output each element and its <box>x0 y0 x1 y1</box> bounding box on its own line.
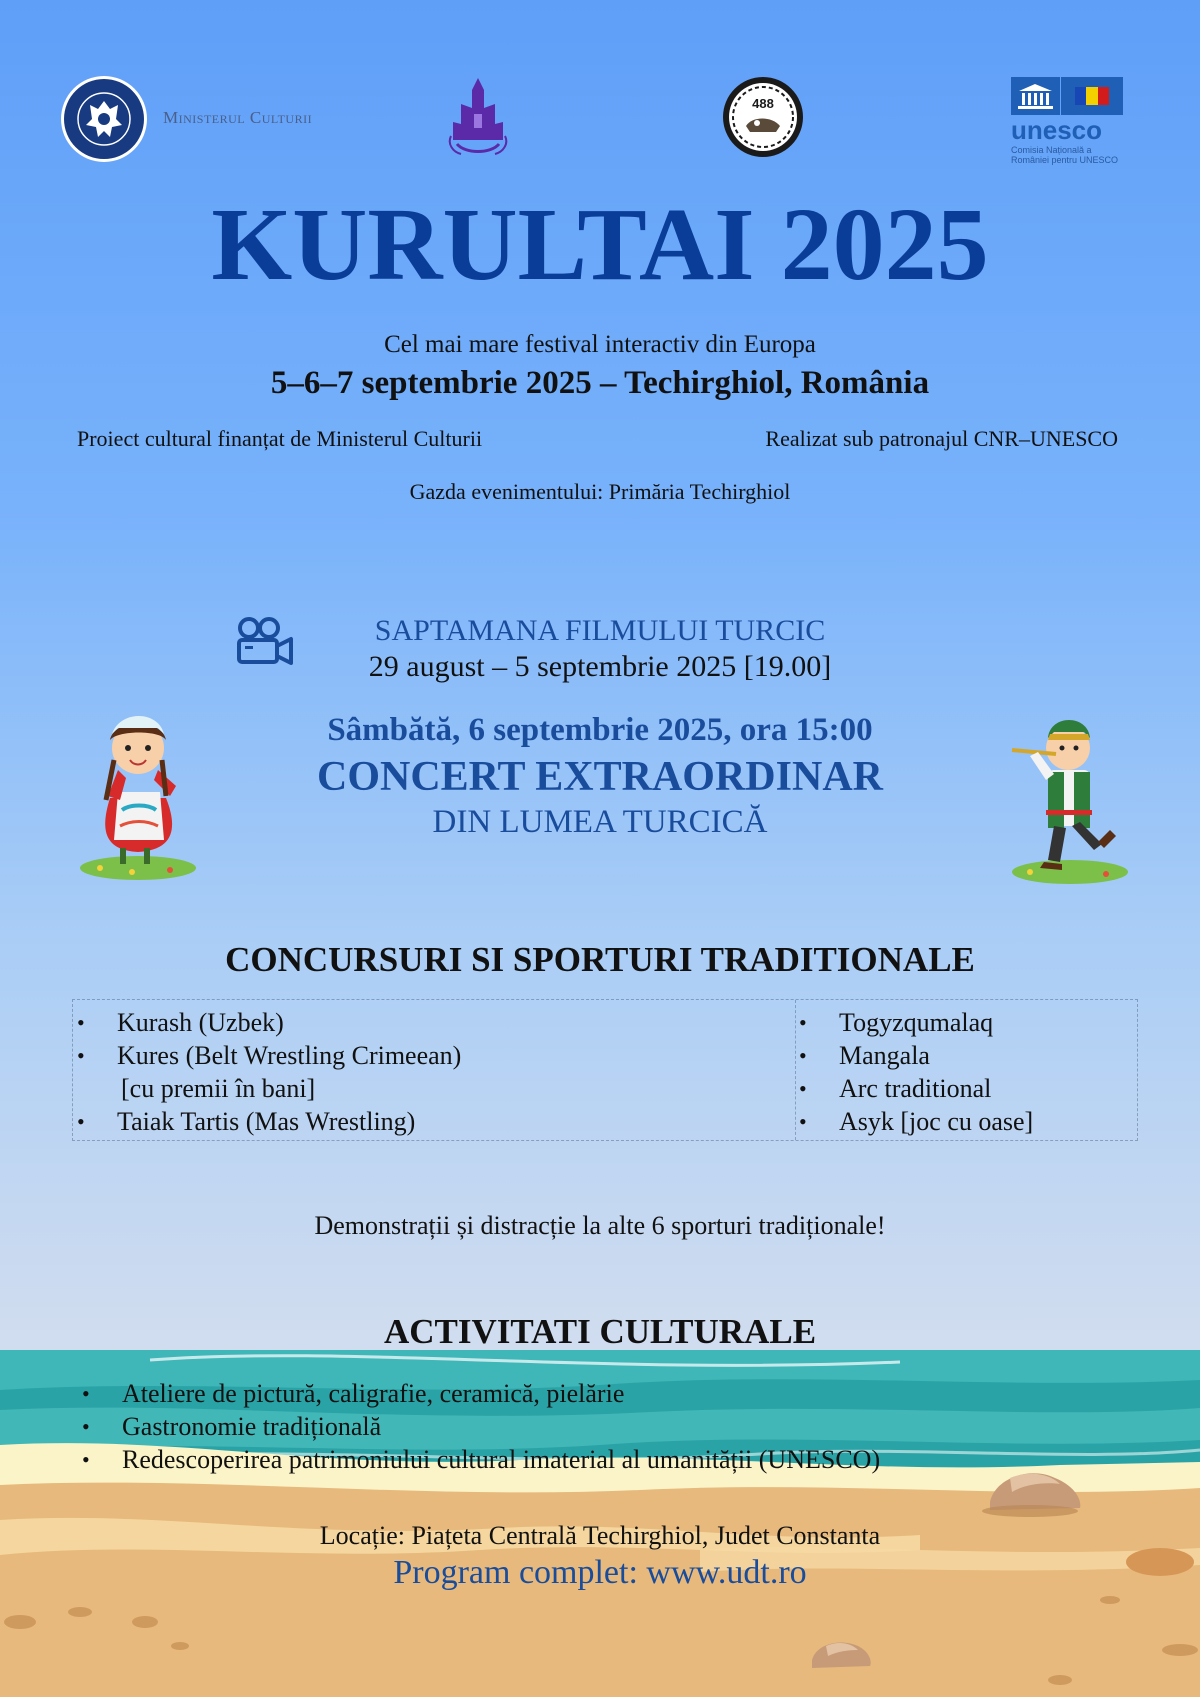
list-item: • Asyk [joc cu oase] <box>795 1105 1135 1138</box>
list-item: • Togyzqumalaq <box>795 1006 1135 1039</box>
event-host: Gazda evenimentului: Primăria Techirghiol <box>409 479 791 504</box>
concert-subtitle: DIN LUMEA TURCICĂ <box>432 804 768 840</box>
sports-demo-note: Demonstrații și distracție la alte 6 sporturi tradiționale! <box>314 1211 886 1240</box>
event-location: Locație: Piațeta Centrală Techirghiol, Judet Constanta <box>319 1521 881 1550</box>
list-item: • Mangala <box>795 1039 1135 1072</box>
patronage: Realizat sub patronajul CNR–UNESCO <box>765 426 1118 451</box>
unesco-word: unesco <box>1011 115 1103 145</box>
flute-boy-illustration <box>1010 700 1130 890</box>
unesco-logo <box>1011 77 1141 167</box>
sports-left-column <box>73 1000 796 1140</box>
sports-right-column <box>795 1000 1135 1140</box>
page-title: KURULTAI 2025 <box>211 187 989 302</box>
film-week-dates: 29 august – 5 septembrie 2025 [19.00] <box>368 650 832 683</box>
concert-date: Sâmbătă, 6 septembrie 2025, ora 15:00 <box>327 712 873 748</box>
list-item: • Gastronomie tradițională <box>78 1410 1128 1443</box>
concert-title: CONCERT EXTRAORDINAR <box>317 754 883 800</box>
list-item: • Kures (Belt Wrestling Crimeean) <box>73 1039 795 1072</box>
festival-dates: 5–6–7 septembrie 2025 – Techirghiol, România <box>270 365 930 401</box>
cultural-list <box>78 1377 1128 1476</box>
cultural-title: ACTIVITATI CULTURALE <box>383 1312 817 1351</box>
govt-romania-seal <box>60 75 148 163</box>
romania-flag-icon <box>1075 87 1109 105</box>
film-week-title: SAPTAMANA FILMULUI TURCIC <box>374 614 826 647</box>
unesco-temple-icon <box>1015 81 1056 111</box>
list-item: • Arc traditional <box>795 1072 1135 1105</box>
badge-number: 488 <box>752 96 774 111</box>
sports-title: CONCURSURI SI SPORTURI TRADITIONALE <box>225 940 975 979</box>
udt-logo <box>443 74 513 162</box>
funded-by: Proiect cultural finanțat de Ministerul Culturii <box>77 426 483 451</box>
dancing-girl-illustration <box>70 700 210 885</box>
list-item: • Taiak Tartis (Mas Wrestling) <box>73 1105 795 1138</box>
program-link[interactable]: Program complet: www.udt.ro <box>393 1554 807 1591</box>
list-item: • Ateliere de pictură, caligrafie, ceramică, pielărie <box>78 1377 1128 1410</box>
list-item: • Kurash (Uzbek) <box>73 1006 795 1039</box>
sports-table <box>72 999 1138 1141</box>
list-item-continuation: [cu premii în bani] <box>121 1074 316 1103</box>
ministry-name: Ministerul Culturii <box>163 108 313 127</box>
unesco-commission: Comisia Națională a României pentru UNESCO <box>1011 145 1119 165</box>
anniversary-badge <box>722 76 804 158</box>
subtitle: Cel mai mare festival interactiv din Europa <box>384 331 816 358</box>
list-item: • Redescoperirea patrimoniului cultural imaterial al umanității (UNESCO) <box>78 1443 1128 1476</box>
